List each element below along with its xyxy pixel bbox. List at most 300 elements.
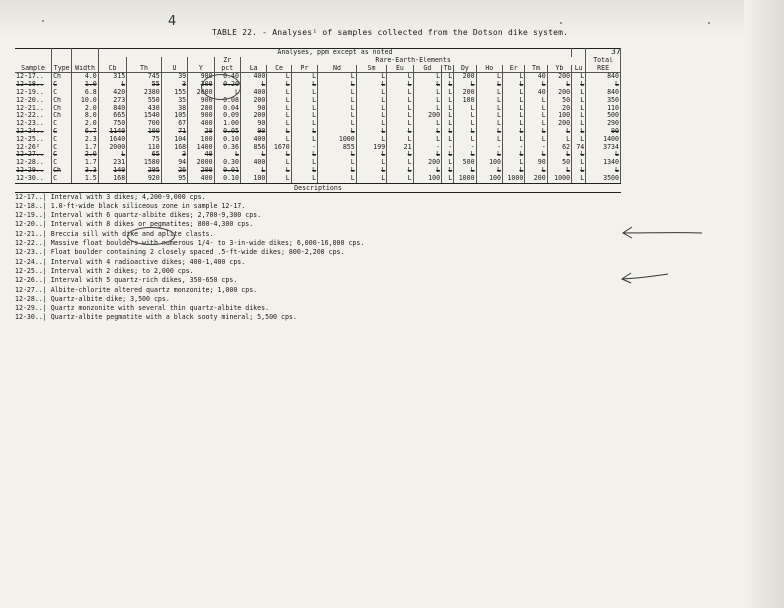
- table-cell: L: [572, 112, 586, 120]
- table-cell: 100: [413, 175, 441, 183]
- table-cell: L: [442, 97, 454, 105]
- analyses-table: [15, 48, 621, 184]
- table-cell: 8.0: [72, 112, 98, 120]
- table-cell: 90: [525, 159, 547, 167]
- table-cell: C: [52, 128, 72, 136]
- column-header: Nd: [318, 65, 357, 73]
- table-cell: L: [525, 151, 547, 159]
- table-cell: 2380: [127, 89, 162, 97]
- table-cell: 12-26²: [15, 144, 52, 152]
- table-cell: L: [413, 167, 441, 175]
- table-cell: C: [52, 136, 72, 144]
- handwritten-arrow-1: [620, 224, 704, 240]
- table-cell: 168: [161, 144, 187, 152]
- table-cell: L: [454, 151, 476, 159]
- table-cell: L: [442, 167, 454, 175]
- table-row: [15, 175, 621, 183]
- table-cell: 75: [127, 136, 162, 144]
- table-cell: L: [291, 159, 317, 167]
- table-cell: 3: [161, 81, 187, 89]
- table-cell: L: [267, 167, 291, 175]
- table-cell: 400: [240, 73, 266, 81]
- table-cell: 90: [586, 128, 621, 136]
- table-cell: L: [413, 73, 441, 81]
- table-cell: L: [413, 120, 441, 128]
- table-cell: L: [356, 151, 386, 159]
- table-cell: 1670: [267, 144, 291, 152]
- table-cell: 12-27..: [15, 151, 52, 159]
- table-row: [15, 105, 621, 113]
- table-cell: 840: [98, 105, 126, 113]
- table-cell: 12-29..: [15, 167, 52, 175]
- table-row: [15, 136, 621, 144]
- table-cell: L: [442, 159, 454, 167]
- table-cell: 0.30: [214, 159, 240, 167]
- table-cell: 430: [127, 105, 162, 113]
- table-cell: L: [291, 120, 317, 128]
- table-cell: C: [52, 81, 72, 89]
- table-cell: 74: [572, 144, 586, 152]
- table-row: [15, 81, 621, 89]
- table-cell: 550: [127, 97, 162, 105]
- table-cell: 200: [547, 89, 571, 97]
- table-cell: L: [442, 73, 454, 81]
- descriptions-header: Descriptions: [15, 184, 621, 193]
- table-cell: L: [503, 167, 525, 175]
- table-cell: L: [291, 136, 317, 144]
- scan-speck: [560, 22, 562, 24]
- table-cell: L: [291, 175, 317, 183]
- column-header: Width: [72, 65, 98, 73]
- table-cell: 40: [525, 89, 547, 97]
- table-cell: L: [413, 81, 441, 89]
- scan-shadow-right: [744, 0, 784, 608]
- table-cell: 26: [161, 167, 187, 175]
- table-cell: L: [387, 97, 413, 105]
- table-cell: L: [572, 81, 586, 89]
- table-cell: L: [442, 136, 454, 144]
- table-cell: 2000: [188, 89, 214, 97]
- table-cell: 155: [161, 89, 187, 97]
- table-cell: 315: [98, 73, 126, 81]
- table-cell: 900: [188, 97, 214, 105]
- description-line: 12-19..| Interval with 6 quartz-albite dikes; 2,700-9,300 cps.: [15, 211, 262, 220]
- table-cell: L: [413, 105, 441, 113]
- table-cell: 39: [161, 73, 187, 81]
- handwritten-mark: 4: [168, 14, 177, 29]
- table-cell: 1340: [586, 159, 621, 167]
- table-cell: L: [387, 151, 413, 159]
- table-cell: 12-21..: [15, 105, 52, 113]
- table-cell: L: [387, 175, 413, 183]
- table-cell: 12-28..: [15, 159, 52, 167]
- table-cell: L: [387, 105, 413, 113]
- table-cell: 200: [454, 89, 476, 97]
- description-line: 12-24..| Interval with 4 radioactive dikes; 400-1,400 cps.: [15, 257, 246, 266]
- table-cell: 900: [188, 112, 214, 120]
- table-cell: 400: [188, 175, 214, 183]
- table-cell: L: [476, 112, 502, 120]
- table-cell: L: [387, 73, 413, 81]
- table-cell: 1.00: [214, 120, 240, 128]
- table-cell: L: [356, 128, 386, 136]
- table-cell: L: [387, 89, 413, 97]
- table-cell: L: [525, 97, 547, 105]
- table-cell: L: [525, 120, 547, 128]
- table-cell: 350: [586, 97, 621, 105]
- table-cell: 400: [240, 89, 266, 97]
- table-cell: L: [572, 105, 586, 113]
- description-line: 12-27..| Albite-chlorite altered quartz monzonite; 1,000 cps.: [15, 285, 258, 294]
- table-cell: Ch: [52, 97, 72, 105]
- table-cell: 1400: [188, 144, 214, 152]
- table-cell: L: [476, 97, 502, 105]
- table-cell: 90: [240, 128, 266, 136]
- column-header: pct: [214, 65, 240, 73]
- table-cell: 110: [586, 105, 621, 113]
- table-cell: 855: [318, 144, 357, 152]
- column-header: Ho: [476, 65, 502, 73]
- table-cell: L: [547, 136, 571, 144]
- table-cell: 840: [586, 89, 621, 97]
- table-cell: L: [503, 151, 525, 159]
- table-cell: 500: [454, 159, 476, 167]
- table-cell: L: [356, 89, 386, 97]
- table-cell: -: [454, 144, 476, 152]
- table-cell: 3: [161, 151, 187, 159]
- table-cell: 2.0: [72, 151, 98, 159]
- table-cell: 1000: [547, 175, 571, 183]
- table-cell: 20: [188, 128, 214, 136]
- table-cell: 745: [127, 73, 162, 81]
- description-line: 12-29..| Quartz monzonite with several thin quartz-albite dikes.: [15, 304, 270, 313]
- table-cell: 2.0: [72, 120, 98, 128]
- table-cell: 1580: [127, 159, 162, 167]
- table-cell: L: [572, 73, 586, 81]
- table-cell: L: [503, 73, 525, 81]
- table-cell: L: [318, 159, 357, 167]
- table-cell: 2.3: [72, 136, 98, 144]
- column-header: Sample: [15, 65, 52, 73]
- table-cell: 231: [98, 159, 126, 167]
- table-cell: L: [476, 167, 502, 175]
- table-cell: 3.3: [72, 167, 98, 175]
- table-cell: 200: [525, 175, 547, 183]
- table-cell: 35: [161, 97, 187, 105]
- table-cell: 4.0: [72, 73, 98, 81]
- table-cell: 6.8: [72, 89, 98, 97]
- table-cell: 104: [161, 136, 187, 144]
- table-cell: L: [214, 89, 240, 97]
- table-cell: L: [387, 136, 413, 144]
- table-cell: L: [454, 120, 476, 128]
- table-cell: L: [267, 175, 291, 183]
- table-cell: 1540: [127, 112, 162, 120]
- table-cell: L: [356, 81, 386, 89]
- table-cell: 100: [127, 128, 162, 136]
- table-cell: 900: [188, 73, 214, 81]
- table-cell: 12-25..: [15, 136, 52, 144]
- table-cell: L: [267, 112, 291, 120]
- table-cell: 0.01: [214, 167, 240, 175]
- table-cell: 1.7: [72, 144, 98, 152]
- analyses-group-header: Analyses, ppm except as noted: [98, 49, 571, 57]
- table-cell: L: [291, 97, 317, 105]
- table-cell: C: [52, 175, 72, 183]
- table-cell: C: [52, 144, 72, 152]
- table-cell: 0.09: [214, 112, 240, 120]
- table-row: [15, 97, 621, 105]
- table-row: [15, 159, 621, 167]
- table-cell: L: [586, 167, 621, 175]
- table-cell: 2.0: [72, 105, 98, 113]
- zr-header-top: Zr: [214, 57, 240, 65]
- table-cell: L: [525, 136, 547, 144]
- column-header: Dy: [454, 65, 476, 73]
- table-row: [15, 112, 621, 120]
- table-cell: 20: [547, 105, 571, 113]
- table-cell: 62: [547, 144, 571, 152]
- table-cell: L: [318, 151, 357, 159]
- table-cell: -: [291, 144, 317, 152]
- table-cell: Ch: [52, 167, 72, 175]
- table-cell: L: [442, 105, 454, 113]
- table-cell: L: [572, 151, 586, 159]
- table-cell: 2000: [98, 144, 126, 152]
- table-cell: L: [413, 128, 441, 136]
- description-line: 12-23..| Float boulder containing 2 closely spaced .5-ft-wide dikes; 800-2,200 cps.: [15, 248, 345, 257]
- table-cell: 105: [161, 112, 187, 120]
- table-cell: L: [291, 112, 317, 120]
- table-cell: L: [572, 159, 586, 167]
- table-cell: L: [98, 81, 126, 89]
- table-cell: L: [387, 159, 413, 167]
- table-cell: 40: [525, 73, 547, 81]
- table-cell: L: [442, 175, 454, 183]
- table-cell: 1000: [318, 136, 357, 144]
- table-cell: C: [52, 120, 72, 128]
- column-header: Er: [503, 65, 525, 73]
- column-header: Cb: [98, 65, 126, 73]
- table-cell: L: [572, 175, 586, 183]
- table-cell: 400: [240, 136, 266, 144]
- table-cell: L: [318, 112, 357, 120]
- description-line: 12-22..| Massive float boulders with numerous 1/4- to 3-in-wide dikes; 6,000-16,000 cps.: [15, 239, 365, 248]
- table-cell: 0.36: [214, 144, 240, 152]
- total-group-header: Total: [586, 57, 621, 65]
- table-cell: L: [318, 73, 357, 81]
- table-cell: L: [318, 81, 357, 89]
- table-cell: L: [356, 105, 386, 113]
- table-cell: 12-24..: [15, 128, 52, 136]
- table-cell: L: [525, 167, 547, 175]
- table-cell: 21: [387, 144, 413, 152]
- table-cell: L: [442, 112, 454, 120]
- table-cell: C: [52, 159, 72, 167]
- scan-speck: [708, 22, 710, 24]
- table-cell: L: [503, 128, 525, 136]
- table-cell: 200: [188, 167, 214, 175]
- table-row: [15, 89, 621, 97]
- table-cell: 0.05: [214, 128, 240, 136]
- table-cell: L: [318, 120, 357, 128]
- table-cell: 420: [98, 89, 126, 97]
- table-cell: 10.0: [72, 97, 98, 105]
- handwritten-circle-zr: [201, 74, 241, 100]
- table-cell: L: [547, 81, 571, 89]
- table-cell: L: [454, 81, 476, 89]
- column-header: Yb: [547, 65, 571, 73]
- table-cell: 50: [547, 97, 571, 105]
- table-cell: 750: [98, 120, 126, 128]
- handwritten-arrow-2: [620, 270, 670, 284]
- table-cell: L: [572, 89, 586, 97]
- column-header: Eu: [387, 65, 413, 73]
- table-cell: 12-20..: [15, 97, 52, 105]
- table-cell: 199: [356, 144, 386, 152]
- table-cell: 290: [586, 120, 621, 128]
- table-cell: L: [267, 73, 291, 81]
- table-cell: 12-23..: [15, 120, 52, 128]
- description-line: 12-20..| Interval with 8 dikes or pegmatites; 800-4,300 cps.: [15, 220, 254, 229]
- column-header: REE: [586, 65, 621, 73]
- table-cell: L: [291, 128, 317, 136]
- table-cell: 40: [188, 151, 214, 159]
- table-cell: L: [356, 159, 386, 167]
- table-cell: 100: [547, 112, 571, 120]
- table-cell: 1140: [98, 128, 126, 136]
- table-cell: L: [356, 97, 386, 105]
- descriptions-list: [15, 193, 621, 323]
- table-cell: L: [291, 167, 317, 175]
- table-cell: 140: [98, 167, 126, 175]
- table-cell: 1000: [503, 175, 525, 183]
- table-cell: L: [291, 73, 317, 81]
- table-cell: 12-22..: [15, 112, 52, 120]
- table-cell: L: [454, 136, 476, 144]
- table-cell: L: [572, 120, 586, 128]
- table-cell: 94: [161, 159, 187, 167]
- table-cell: L: [318, 175, 357, 183]
- table-cell: L: [547, 128, 571, 136]
- table-cell: 1640: [98, 136, 126, 144]
- table-cell: 65: [127, 151, 162, 159]
- table-cell: L: [572, 167, 586, 175]
- table-cell: 1400: [586, 136, 621, 144]
- table-cell: 840: [586, 73, 621, 81]
- table-cell: 12-17..: [15, 73, 52, 81]
- analyses-table-container: [15, 48, 621, 323]
- table-cell: L: [586, 151, 621, 159]
- column-header: Sm: [356, 65, 386, 73]
- table-cell: 67: [161, 120, 187, 128]
- table-cell: 100: [454, 97, 476, 105]
- scan-speck: [42, 20, 44, 22]
- table-cell: L: [442, 89, 454, 97]
- table-cell: 856: [240, 144, 266, 152]
- table-cell: L: [476, 105, 502, 113]
- table-cell: L: [503, 105, 525, 113]
- table-cell: 200: [413, 112, 441, 120]
- table-cell: 200: [413, 159, 441, 167]
- table-cell: L: [267, 136, 291, 144]
- table-cell: L: [318, 128, 357, 136]
- table-cell: L: [547, 167, 571, 175]
- table-cell: L: [356, 73, 386, 81]
- table-cell: L: [387, 81, 413, 89]
- table-cell: L: [547, 151, 571, 159]
- table-cell: L: [98, 151, 126, 159]
- table-cell: L: [503, 136, 525, 144]
- table-cell: L: [291, 105, 317, 113]
- table-cell: L: [387, 167, 413, 175]
- table-cell: L: [503, 89, 525, 97]
- table-cell: L: [413, 97, 441, 105]
- table-cell: 1.7: [72, 159, 98, 167]
- table-cell: L: [240, 151, 266, 159]
- table-cell: -: [476, 144, 502, 152]
- table-cell: L: [318, 167, 357, 175]
- table-cell: 0.20: [214, 81, 240, 89]
- table-cell: L: [267, 159, 291, 167]
- table-cell: 50: [547, 159, 571, 167]
- table-row: [15, 73, 621, 81]
- table-cell: Ch: [52, 112, 72, 120]
- table-cell: 0.08: [214, 97, 240, 105]
- column-header: U: [161, 65, 187, 73]
- table-cell: L: [356, 136, 386, 144]
- table-cell: 200: [547, 73, 571, 81]
- table-cell: L: [318, 97, 357, 105]
- table-cell: -: [413, 144, 441, 152]
- table-cell: 200: [188, 81, 214, 89]
- table-cell: 2000: [188, 159, 214, 167]
- table-cell: L: [454, 167, 476, 175]
- description-line: 12-17..| Interval with 3 dikes; 4,200-9,000 cps.: [15, 192, 206, 201]
- table-cell: L: [454, 105, 476, 113]
- table-cell: 0.10: [214, 136, 240, 144]
- table-cell: L: [503, 81, 525, 89]
- table-cell: 500: [586, 112, 621, 120]
- table-cell: 200: [188, 105, 214, 113]
- table-cell: 200: [454, 73, 476, 81]
- column-header: Gd: [413, 65, 441, 73]
- ree-group-header: Rare-Earth-Elements: [240, 57, 585, 65]
- table-cell: 100: [188, 136, 214, 144]
- table-cell: C: [52, 151, 72, 159]
- table-cell: L: [356, 120, 386, 128]
- table-cell: L: [267, 97, 291, 105]
- table-cell: 0.40: [214, 73, 240, 81]
- table-cell: 168: [98, 175, 126, 183]
- column-header: Th: [127, 65, 162, 73]
- table-cell: 1000: [454, 175, 476, 183]
- table-cell: L: [572, 128, 586, 136]
- table-cell: 12-30..: [15, 175, 52, 183]
- table-cell: L: [387, 120, 413, 128]
- table-cell: L: [240, 167, 266, 175]
- table-cell: 0.04: [214, 105, 240, 113]
- table-row: [15, 151, 621, 159]
- table-cell: L: [476, 128, 502, 136]
- table-cell: 273: [98, 97, 126, 105]
- table-cell: 295: [127, 167, 162, 175]
- table-cell: 12-19..: [15, 89, 52, 97]
- table-cell: 71: [161, 128, 187, 136]
- table-cell: L: [476, 81, 502, 89]
- table-cell: L: [442, 151, 454, 159]
- table-cell: 3500: [586, 175, 621, 183]
